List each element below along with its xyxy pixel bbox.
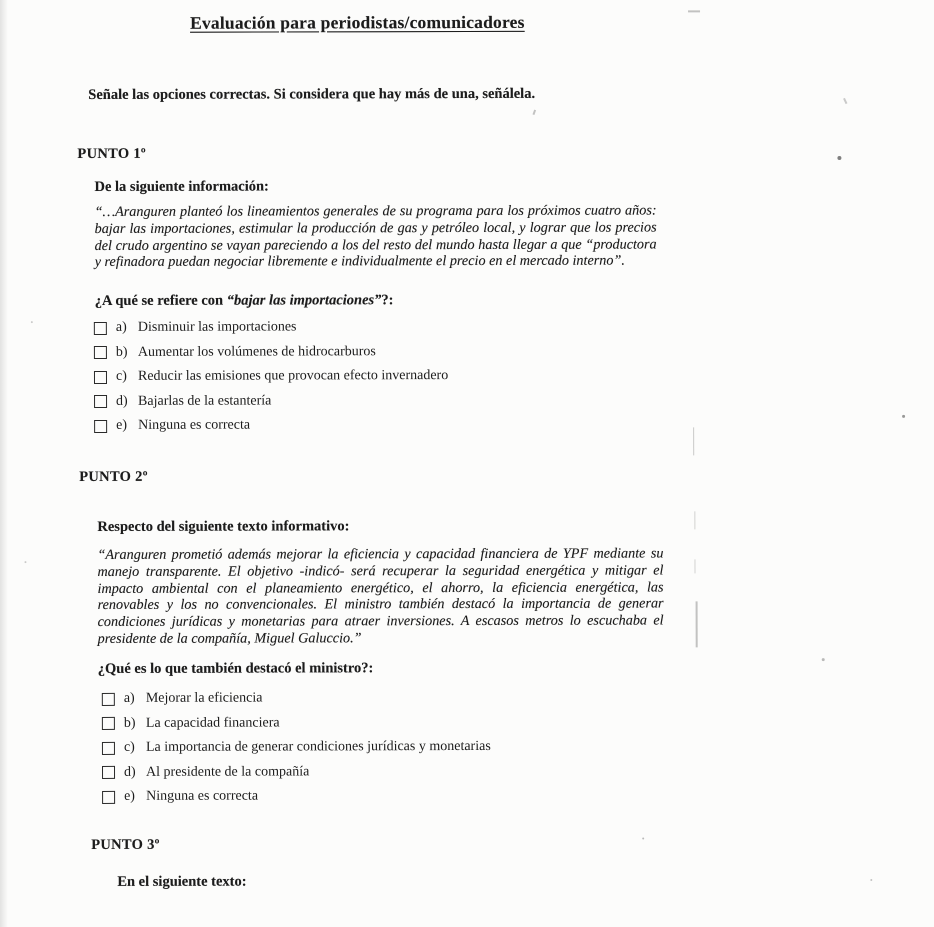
scan-speck — [822, 658, 825, 661]
checkbox-icon[interactable] — [102, 692, 115, 705]
option-row — [102, 714, 491, 731]
scan-speck — [533, 110, 537, 115]
option-letter: e) — [116, 417, 128, 433]
scan-speck — [843, 98, 847, 104]
checkbox-icon[interactable] — [94, 346, 107, 359]
scan-speck — [870, 879, 872, 881]
checkbox-icon[interactable] — [94, 419, 107, 432]
option-letter: b) — [123, 715, 136, 731]
scan-speck — [694, 511, 695, 529]
instruction-text: Señale las opciones correctas. Si considera que hay más de una, señálela. — [88, 85, 536, 103]
option-letter: a) — [115, 319, 127, 335]
option-row — [102, 739, 491, 756]
page-title: Evaluación para periodistas/comunicadores — [190, 11, 525, 33]
option-row — [94, 393, 448, 410]
checkbox-icon[interactable] — [94, 321, 107, 334]
section-1-question — [95, 292, 394, 310]
option-letter: b) — [115, 344, 128, 360]
option-label: Bajarlas de la estantería — [138, 393, 272, 409]
option-row — [102, 788, 491, 805]
question-text: ¿A qué se refiere con — [94, 292, 227, 309]
option-label: Disminuir las importaciones — [137, 319, 297, 335]
option-letter: c) — [115, 368, 127, 384]
option-row — [94, 344, 448, 361]
checkbox-icon[interactable] — [94, 370, 107, 383]
option-label: La capacidad financiera — [145, 714, 280, 731]
option-label: Reducir las emisiones que provocan efecto invernadero — [137, 368, 449, 384]
question-text: ¿Qué es lo que también destacó el ministro?: — [97, 660, 374, 677]
option-row — [102, 763, 491, 780]
section-1-subheading: De la siguiente información: — [94, 178, 269, 195]
checkbox-icon[interactable] — [94, 395, 107, 408]
section-3-heading: PUNTO 3º — [91, 836, 160, 853]
scan-speck — [694, 559, 695, 573]
option-label: Ninguna es correcta — [146, 788, 259, 804]
option-label: Ninguna es correcta — [138, 417, 251, 433]
scan-speck — [642, 838, 644, 840]
question-emphasis: “bajar las importaciones” — [226, 292, 382, 309]
section-1-options — [94, 319, 449, 434]
option-row — [94, 319, 448, 336]
option-row — [94, 368, 448, 385]
option-label: Mejorar la eficiencia — [145, 690, 263, 706]
section-2-heading: PUNTO 2º — [79, 468, 148, 486]
option-letter: e) — [124, 788, 135, 804]
option-label: La importancia de generar condiciones jurídicas y monetarias — [145, 738, 491, 755]
option-row — [94, 417, 448, 434]
scan-speck — [696, 601, 698, 647]
checkbox-icon[interactable] — [102, 741, 115, 754]
scan-speck — [837, 156, 841, 160]
question-suffix: ?: — [381, 292, 394, 309]
section-2-quote: “Aranguren prometió además mejorar la eficiencia y capacidad financiera de YPF mediante su manejo transparente. El objetivo -indicó- será recuperar la seguridad energética y mitigar el impacto ambiental con el planeamiento energético, el ahorro, la eficiencia energética, las renovables y los no convencionales. El ministro también destacó la importancia de generar condiciones jurídicas y monetarias para atraer inversiones. A escasos metros lo escuchaba el presidente de la compañía, Miguel Galuccio.” — [97, 545, 664, 647]
option-label: Aumentar los volúmenes de hidrocarburos — [137, 343, 376, 360]
section-3-subheading: En el siguiente texto: — [117, 873, 247, 890]
section-1-quote: “…Aranguren planteó los lineamientos generales de su programa para los próximos cuatro años: bajar las importaciones, estimular la producción de gas y petróleo local, y lograr que los precios del crudo argentino se vayan pareciendo a los del resto del mundo hasta llegar a que “productora y refinadora puedan negociar libremente e individualmente el precio en el mercado interno”. — [94, 202, 657, 271]
option-letter: c) — [123, 739, 135, 755]
section-2-subheading: Respecto del siguiente texto informativo: — [97, 518, 350, 535]
scan-speck — [31, 321, 33, 323]
checkbox-icon[interactable] — [102, 790, 115, 803]
option-letter: d) — [116, 393, 128, 409]
scan-speck — [688, 10, 700, 12]
checkbox-icon[interactable] — [102, 717, 115, 730]
option-letter: d) — [124, 764, 136, 780]
option-label: Al presidente de la compañía — [145, 763, 310, 780]
section-2-options — [102, 690, 491, 805]
checkbox-icon[interactable] — [102, 766, 115, 779]
section-2-question — [98, 660, 374, 678]
scan-speck — [693, 427, 694, 455]
section-1-heading: PUNTO 1º — [77, 145, 146, 163]
scan-speck — [24, 561, 26, 563]
option-letter: a) — [123, 690, 135, 706]
option-row — [102, 690, 491, 707]
scan-speck — [902, 415, 905, 418]
